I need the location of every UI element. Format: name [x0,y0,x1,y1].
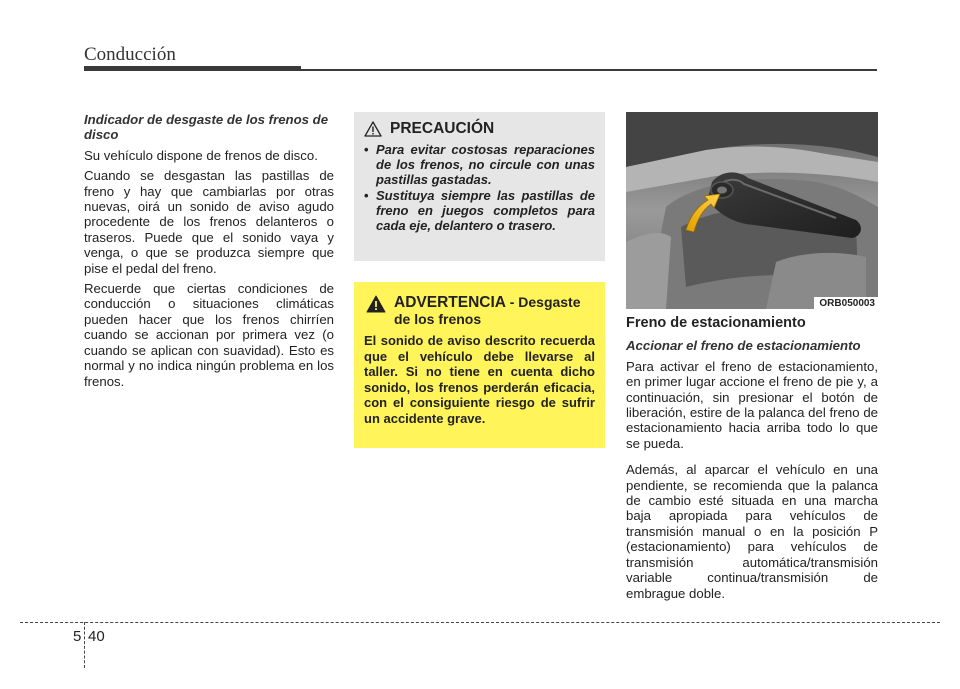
brake-wear-paragraph: Su vehículo dispone de frenos de disco. [84,147,318,163]
chapter-number: 5 [73,628,82,645]
parking-brake-heading: Freno de estacionamiento [626,315,806,331]
warning-title-sub: - Desgaste de los frenos [394,294,581,327]
column-parking-brake [626,316,878,606]
warning-box [354,282,605,448]
column-brake-wear [84,112,334,394]
footer-rule [20,622,940,623]
chapter-title: Conducción [84,44,176,65]
figure-code: ORB050003 [814,297,878,309]
page-number: 40 [88,628,105,645]
caution-item: • Sustituya siempre las pastillas de freno en juegos completos para cada eje, delantero o trasero. [364,188,595,233]
caution-item: • Para evitar costosas reparaciones de los frenos, no circule con unas pastillas gastadas. [364,142,595,187]
parking-brake-subheading: Accionar el freno de estacionamiento [626,338,861,354]
caution-list [364,142,595,233]
parking-brake-paragraph: Además, al aparcar el vehículo en una pendiente, se recomienda que la palanca de cambio esté situada en una marcha baja apropiada para vehículos de transmisión manual o en la posición P (estacionamiento) para vehículos de transmisión automática/transmisión variable continua/transmisión de embrague doble. [626,462,878,601]
footer-divider [84,622,85,668]
caution-title: PRECAUCIÓN [390,120,495,137]
caution-header [364,120,595,138]
warning-title [394,294,595,328]
parking-brake-photo [626,112,878,309]
warning-title-main: ADVERTENCIA [394,294,506,311]
brake-wear-paragraph: Recuerde que ciertas condiciones de conducción o situaciones climáticas pueden hacer que los frenos chirríen cuando se accionan por primera vez (o cuando se aplican con suavidad). Esto es normal y no indica ningún problema en los frenos. [84,281,334,389]
warning-header [366,290,595,328]
parking-brake-illustration [626,112,878,309]
caution-triangle-icon [364,121,382,137]
caution-box [354,112,605,261]
warning-triangle-icon [366,295,386,313]
brake-wear-heading: Indicador de desgaste de los frenos de disco [84,112,329,143]
warning-body: El sonido de aviso descrito recuerda que el vehículo debe llevarse al taller. Si no tiene en cuenta dicho sonido, los frenos perderán eficacia, con el consiguiente riesgo de sufrir un accidente grave. [364,333,595,426]
brake-wear-paragraph: Cuando se desgastan las pastillas de freno y hay que cambiarlas por otras nuevas, oirá un sonido de aviso agudo procedente de los frenos delanteros o traseros. Puede que el sonido vaya y venga, o que se produzca siempre que pise el pedal del freno. [84,168,334,276]
header-rule-thin [301,69,877,71]
parking-brake-paragraph: Para activar el freno de estacionamiento, en primer lugar accione el freno de pie y, a continuación, sin presionar el botón de liberación, estire de la palanca del freno de estacionamiento hacia arriba todo lo que se pueda. [626,358,878,451]
header-rule-thick [84,66,301,71]
